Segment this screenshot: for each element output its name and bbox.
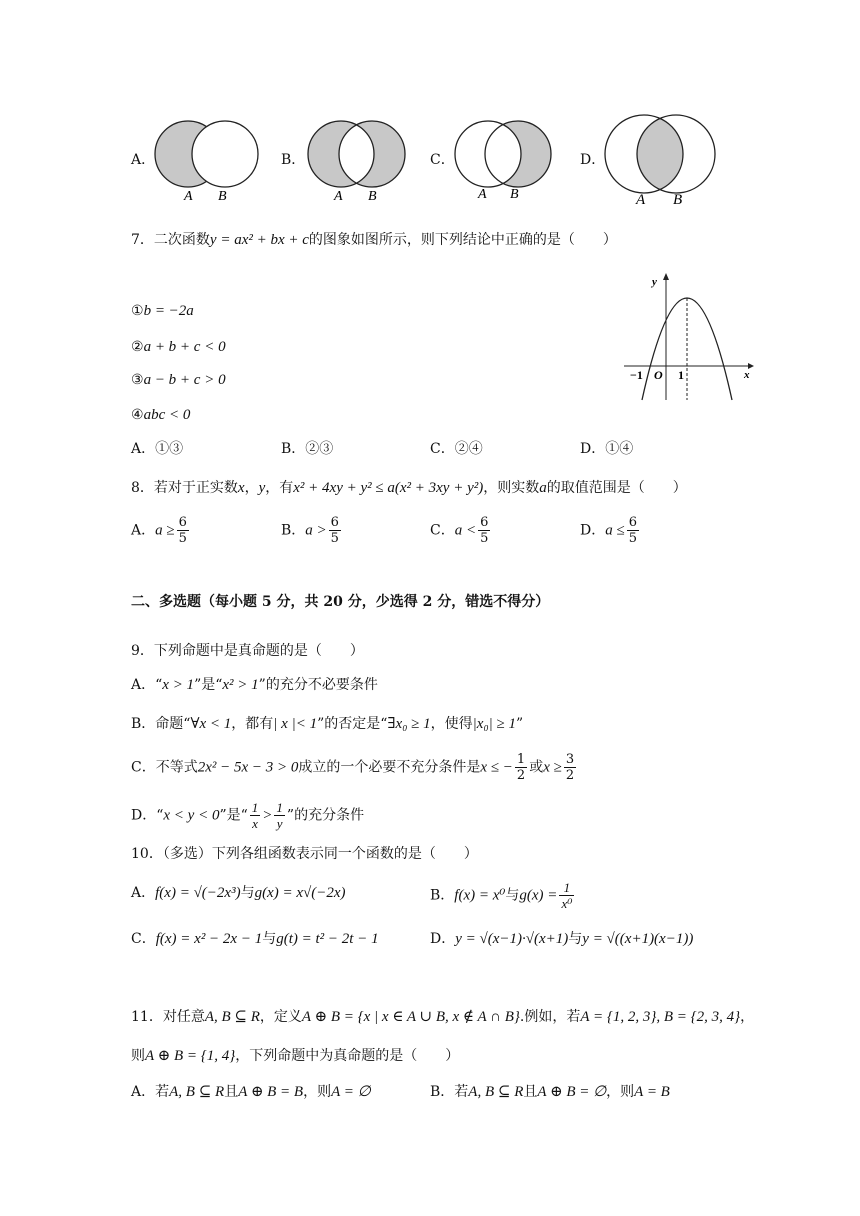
q11-option-a: A．若A, B ⊆ R且A ⊕ B = B，则A = ∅: [131, 1084, 371, 1100]
q10-option-a: A．f(x) = √(−2x³)与g(x) = x√(−2x): [131, 885, 346, 901]
q7-tick-neg1: −1: [630, 368, 643, 382]
q6-venn-c: [452, 118, 562, 208]
q9-stem: 9．下列命题中是真命题的是（ ）: [131, 643, 364, 659]
q6-b-label-a: A: [334, 189, 343, 204]
q6-a-label-b: B: [218, 189, 227, 204]
q6-a-label-a: A: [184, 189, 193, 204]
q6-option-a-letter: A．: [131, 152, 156, 168]
q9-option-b: B．命题“∀x < 1，都有| x |< 1”的否定是“∃x₀ ≥ 1，使得|x₀| ≥ 1”: [131, 716, 524, 732]
q7-origin-label: O: [654, 368, 663, 382]
q9-option-a: A．“x > 1”是“x² > 1”的充分不必要条件: [131, 677, 378, 693]
q7-statement-4: ④abc < 0: [131, 407, 191, 423]
q6-venn-d: [602, 112, 722, 212]
q6-option-b-letter: B．: [281, 152, 306, 168]
q10-option-d: D．y = √(x−1)·√(x+1)与y = √((x+1)(x−1)): [430, 931, 694, 947]
q10-option-c: C．f(x) = x² − 2x − 1与g(t) = t² − 2t − 1: [131, 931, 379, 947]
q6-d-label-a: A: [636, 192, 646, 208]
q6-c-label-b: B: [510, 187, 519, 202]
q7-statement-1: ①b = −2a: [131, 303, 194, 319]
section-2-title: 二、多选题（每小题 5 分，共 20 分，少选得 2 分，错选不得分）: [131, 594, 550, 610]
q7-statement-3: ③a − b + c > 0: [131, 372, 226, 388]
q8-option-a: A．a ≥ $\frac{6}{5}$: [131, 515, 187, 546]
q6-option-c-letter: C．: [430, 152, 455, 168]
q7-parabola-graph: [618, 268, 758, 404]
q6-b-label-b: B: [368, 189, 377, 204]
q6-d-label-b: B: [673, 192, 683, 208]
q7-statement-2: ②a + b + c < 0: [131, 339, 226, 355]
q8-stem: 8．若对于正实数x，y，有x² + 4xy + y² ≤ a(x² + 3xy + y²)，则实数a的取值范围是（ ）: [131, 480, 687, 496]
q7-x-label: x: [744, 369, 750, 381]
q11-stem-line2: 则A ⊕ B = {1, 4}，下列命题中为真命题的是（ ）: [131, 1048, 460, 1064]
q10-stem: 10．（多选）下列各组函数表示同一个函数的是（ ）: [131, 846, 478, 862]
q7-tick-1: 1: [678, 368, 684, 382]
q7-option-b: B．②③: [281, 441, 334, 457]
q8-option-c: C．a < $\frac{6}{5}$: [430, 515, 489, 546]
q7-option-a: A．①③: [131, 441, 184, 457]
q7-option-c: C．②④: [430, 441, 483, 457]
q9-option-d: D．“x < y < 0”是“ $\frac{1}{x}$ > $\frac{1}{y}$ ”的充分条件: [131, 800, 365, 831]
q11-option-b: B．若A, B ⊆ R且A ⊕ B = ∅，则A = B: [430, 1084, 670, 1100]
q7-option-d: D．①④: [580, 441, 634, 457]
q7-stem: 7．二次函数y = ax² + bx + c的图象如图所示，则下列结论中正确的是（ ）: [131, 232, 617, 248]
q7-y-label: y: [652, 276, 657, 288]
q8-option-b: B．a > $\frac{6}{5}$: [281, 515, 339, 546]
q9-option-c: C．不等式2x² − 5x − 3 > 0成立的一个必要不充分条件是x ≤ − $\frac{1}{2}$ 或x ≥ $\frac{3}{2}$: [131, 752, 575, 783]
q6-option-d-letter: D．: [580, 152, 606, 168]
q10-option-b: B．f(x) = x⁰与g(x) = $\frac{1}{\text{x⁰}}$: [430, 880, 573, 911]
q8-option-d: D．a ≤ $\frac{6}{5}$: [580, 515, 637, 546]
q6-c-label-a: A: [478, 187, 487, 202]
q6-venn-b: [302, 118, 412, 208]
q6-venn-a: [152, 118, 262, 208]
q11-stem-line1: 11．对任意A, B ⊆ R，定义A ⊕ B = {x | x ∈ A ∪ B, x ∉ A ∩ B}.例如，若A = {1, 2, 3}, B = {2, 3, 4}，: [131, 1009, 755, 1025]
